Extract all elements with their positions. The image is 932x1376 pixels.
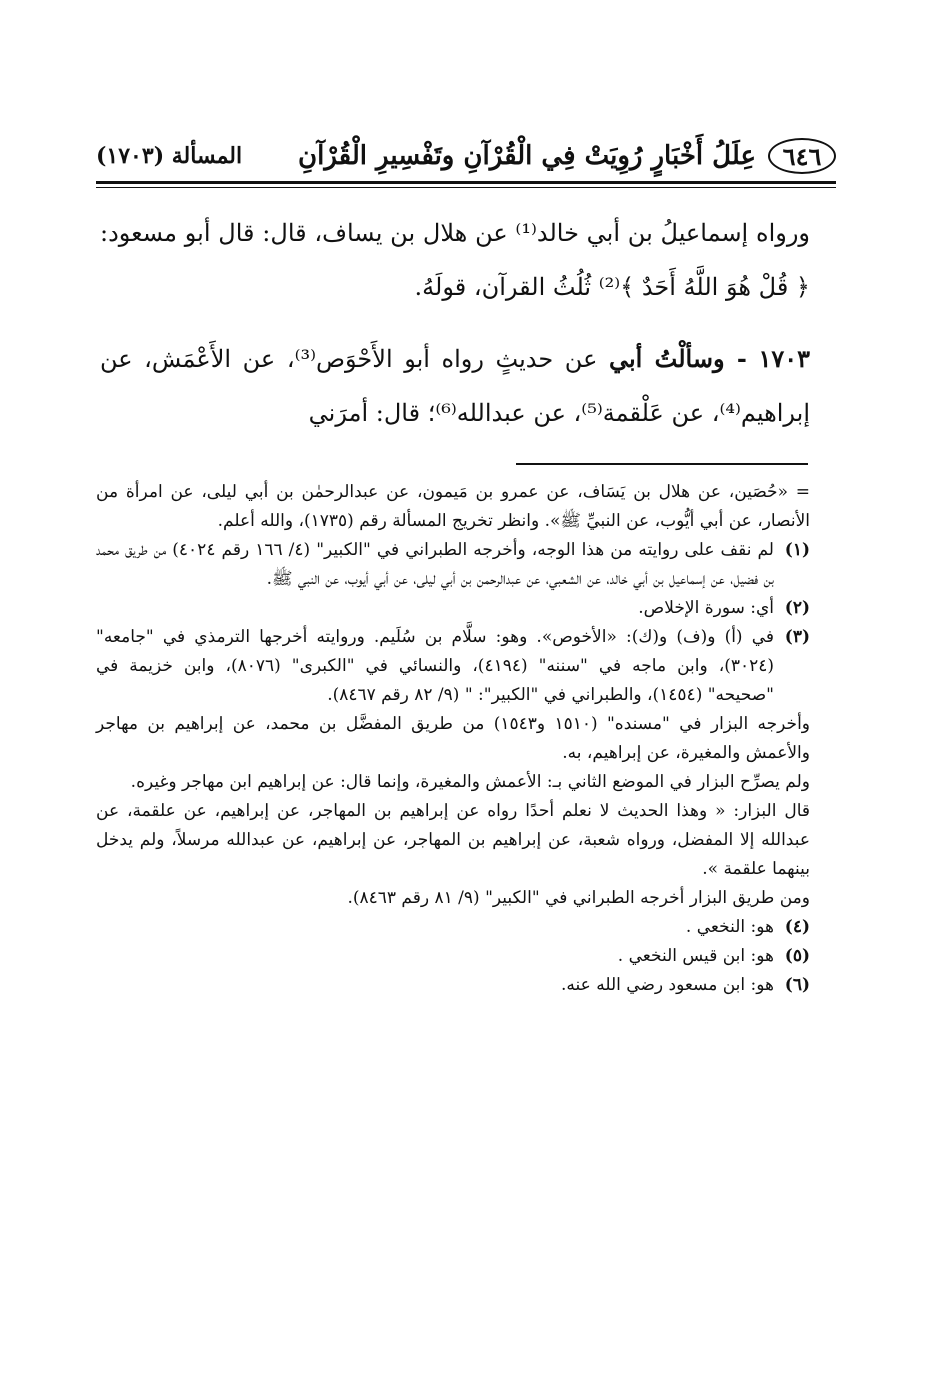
footnote-carry: = «حُصَين، عن هلال بن يَسَاف، عن عمرو بن مَيمون، عن عبدالرحمٰن بن أبي ليلى، عن امرأة من الأنصار، عن أبي أيُّوب، عن النبيِّ ﷺ». وانظر تخريج المسألة رقم (١٧٣٥)، والله أعلم. [96,482,810,531]
header-rule-thin [96,187,836,188]
footnote-item [96,971,810,1000]
footnote-mark: (٢) [784,598,810,618]
main-text [100,206,810,440]
footnote-text: هو: النخعي . [685,917,774,937]
issue-text: عن حديثٍ رواه أبو الأَحْوَص⁽³⁾، عن الأَعْمَش، عن إبراهيم⁽⁴⁾، عن عَلْقمة⁽⁵⁾، عن عبدالله⁽⁶⁾؛ قال: أمرَني [100,345,810,427]
footnote-text: هو: ابن مسعود رضي الله عنه. [561,975,774,995]
footnote-mark: (٥) [784,946,810,966]
footnote-mark: (٤) [784,917,810,937]
footnote-paragraph: ولم يصرِّح البزار في الموضع الثاني بـ: الأعمش والمغيرة، وإنما قال: عن إبراهيم ابن مهاجر وغيره. [130,772,810,792]
page-header [96,135,836,177]
footnote-text: في (أ) و(ف) و(ك): «الأخوص». وهو: سلَّام بن سُلَيم. وروايته أخرجها الترمذي في "جامعه" (٣٠٢٤)، وابن ماجه في "سننه" (٤١٩٤)، والنسائي في "الكبرى" (٨٠٧٦)، وابن خزيمة في "صحيحه" (١٤٥٤)، والطبراني في "الكبير": " (٩/ ٨٢ رقم ٨٤٦٧). [96,627,775,705]
footnote-paragraph: قال البزار: « وهذا الحديث لا نعلم أحدًا رواه عن إبراهيم بن المهاجر، عن إبراهيم، عن علقمة، عن عبدالله إلا المفضل، ورواه شعبة، عن إبراهيم بن المهاجر، عن إبراهيم، عن عبدالله مرسلاً، ولم يدخل بينهما علقمة ». [96,801,810,879]
footnote-text: أي: سورة الإخلاص. [638,598,774,618]
issue-number: ١٧٠٣ [758,344,810,373]
issue-label: المسألة (١٧٠٣) [96,143,243,169]
footnotes [96,478,810,1000]
footnote-mark: (٣) [784,627,810,647]
book-title: عِلَلُ أَخْبَارٍ رُوِيَتْ فِي الْقُرْآنِ وتَفْسِيرِ الْقُرْآنِ [298,141,756,171]
paragraph-1: ورواه إسماعيلُ بن أبي خالد⁽¹⁾ عن هلال بن يساف، قال: قال أبو مسعود: ﴿ قُلْ هُوَ اللَّهُ أَحَدٌ ﴾⁽²⁾ ثُلُثُ القرآن، قولَهُ. [100,219,810,301]
footnote-item [96,942,810,971]
footnote-paragraph: ومن طريق البزار أخرجه الطبراني في "الكبير" (٩/ ٨١ رقم ٨٤٦٣). [347,888,810,908]
footnote-text: هو: ابن قيس النخعي . [617,946,774,966]
footnote-paragraph: وأخرجه البزار في "مسنده" (١٥١٠ و١٥٤٣) من طريق المفضَّل بن محمد، عن إبراهيم بن مهاجر والأعمش والمغيرة، عن إبراهيم، به. [96,714,811,763]
page-number: ٦٤٦ [782,141,822,171]
page-number-badge [768,138,836,174]
footnote-mark: (١) [784,540,810,560]
issue-lead: - وسألْتُ أبي [609,344,747,373]
footnote-mark: (٦) [784,975,810,995]
footnote-item [96,594,810,623]
header-rule-thick [96,181,836,184]
footnote-item [96,913,810,942]
paragraph-2 [100,332,810,440]
footnote-separator [516,463,808,465]
footnote-text: لم نقف على روايته من هذا الوجه، وأخرجه الطبراني في "الكبير" (٤/ ١٦٦ رقم ٤٠٢٤) من طريق محمد بن فضيل، عن إسماعيل بن أبي خالد، عن الشعبي، عن عبدالرحمن بن أبي ليلى، عن أبي أيوب، عن النبي ﷺ. [96,540,774,589]
footnote-item [96,536,810,594]
footnote-item [96,623,810,710]
